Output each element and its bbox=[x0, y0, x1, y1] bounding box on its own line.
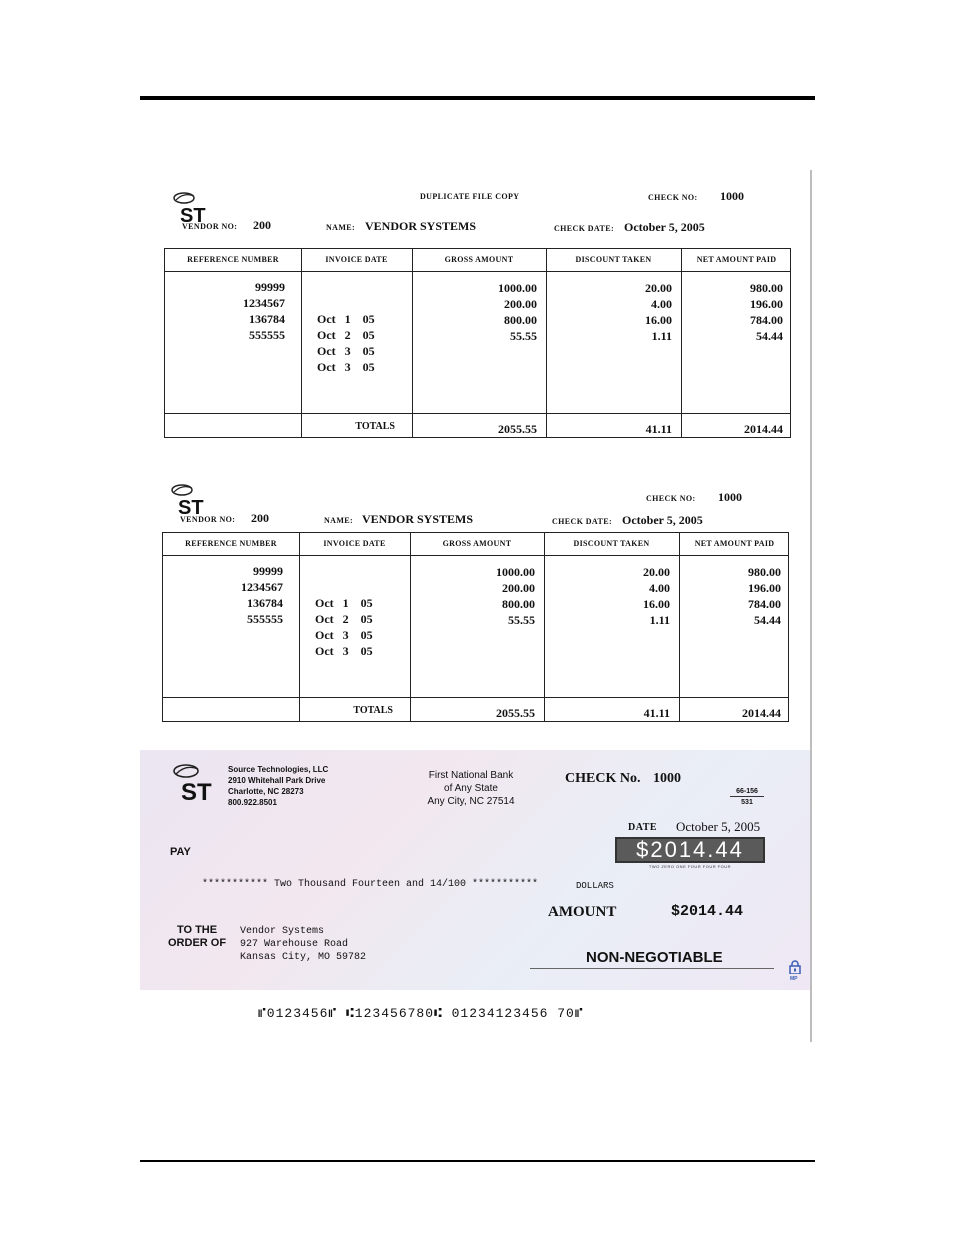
check-no-label: CHECK NO: bbox=[648, 193, 698, 202]
name-label: NAME: bbox=[326, 223, 356, 232]
padlock-icon bbox=[788, 960, 802, 974]
cell-net: 980.00 196.00 784.00 54.44 bbox=[748, 565, 781, 627]
header-discount-taken: DISCOUNT TAKEN bbox=[575, 255, 652, 264]
total-net: 2014.44 bbox=[742, 706, 781, 720]
vendor-no-value: 200 bbox=[251, 511, 269, 525]
header-invoice-date: INVOICE DATE bbox=[325, 255, 388, 264]
header-net-amount-paid: NET AMOUNT PAID bbox=[696, 255, 777, 264]
check-body bbox=[140, 750, 810, 990]
scan-edge bbox=[810, 170, 812, 1042]
to-the-order-of-label: TO THE ORDER OF bbox=[168, 924, 227, 949]
totals-label: TOTALS bbox=[353, 705, 393, 716]
check-date-value: October 5, 2005 bbox=[622, 513, 703, 527]
cell-discount: 20.00 4.00 16.00 1.11 bbox=[645, 281, 672, 343]
written-amount: *********** Two Thousand Fourteen and 14/100 *********** bbox=[202, 879, 539, 890]
invoice-table bbox=[162, 532, 789, 722]
scanned-check-document bbox=[140, 170, 812, 1040]
copy-label: DUPLICATE FILE COPY bbox=[420, 192, 520, 201]
check-date-label: CHECK DATE: bbox=[554, 224, 615, 233]
st-logo-icon bbox=[170, 760, 226, 806]
protected-amount-words: TWO ZERO ONE FOUR FOUR FOUR bbox=[648, 864, 732, 869]
total-discount: 41.11 bbox=[643, 706, 670, 720]
vendor-no-value: 200 bbox=[253, 218, 271, 232]
name-value: VENDOR SYSTEMS bbox=[365, 219, 477, 233]
total-net: 2014.44 bbox=[744, 422, 783, 436]
check-no-label: CHECK NO: bbox=[646, 494, 696, 503]
cell-ref: 99999 1234567 136784 555555 bbox=[243, 280, 285, 342]
pay-label: PAY bbox=[170, 846, 191, 858]
cell-gross: 1000.00 200.00 800.00 55.55 bbox=[496, 565, 535, 627]
cell-ref: 99999 1234567 136784 555555 bbox=[241, 564, 283, 626]
routing-fraction: 66-156 531 bbox=[730, 788, 764, 806]
header-invoice-date: INVOICE DATE bbox=[323, 539, 386, 548]
total-gross: 2055.55 bbox=[498, 422, 537, 436]
svg-text:ST: ST bbox=[181, 779, 212, 806]
check-date-label: CHECK DATE: bbox=[552, 517, 613, 526]
bank-block: First National Bank of Any State Any City, NC 27514 bbox=[427, 770, 515, 807]
header-gross-amount: GROSS AMOUNT bbox=[442, 539, 512, 548]
dollars-label: DOLLARS bbox=[576, 881, 614, 891]
company-block: Source Technologies, LLC 2910 Whitehall Park Drive Charlotte, NC 28273 800.922.8501 bbox=[228, 765, 329, 807]
st-logo-icon bbox=[168, 480, 216, 520]
micr-line: ⑈0123456⑈ ⑆123456780⑆ 01234123456 70⑈ bbox=[258, 1006, 584, 1021]
check-date-value: October 5, 2005 bbox=[624, 220, 705, 234]
signature-line bbox=[530, 968, 774, 969]
check-no-label: CHECK No. bbox=[565, 771, 641, 786]
vendor-no-label: VENDOR NO: bbox=[182, 222, 238, 231]
header-reference-number: REFERENCE NUMBER bbox=[185, 539, 277, 548]
header-discount-taken: DISCOUNT TAKEN bbox=[573, 539, 650, 548]
name-value: VENDOR SYSTEMS bbox=[362, 512, 474, 526]
date-label: DATE bbox=[628, 822, 658, 833]
total-gross: 2055.55 bbox=[496, 706, 535, 720]
date-value: October 5, 2005 bbox=[676, 819, 761, 834]
amount-label: AMOUNT bbox=[548, 904, 617, 920]
totals-label: TOTALS bbox=[355, 421, 395, 432]
amount-value: $2014.44 bbox=[671, 903, 744, 920]
header-rule bbox=[140, 96, 815, 100]
header-reference-number: REFERENCE NUMBER bbox=[187, 255, 279, 264]
non-negotiable-label: NON-NEGOTIABLE bbox=[586, 949, 723, 966]
svg-text:ST: ST bbox=[180, 205, 206, 227]
cell-date: Oct 1 05 Oct 2 05 Oct 3 05 Oct 3 05 bbox=[315, 596, 373, 658]
cell-date: Oct 1 05 Oct 2 05 Oct 3 05 Oct 3 05 bbox=[317, 312, 375, 374]
check-no-value: 1000 bbox=[718, 490, 742, 504]
check-no-value: 1000 bbox=[653, 771, 681, 786]
stub-vendor-copy bbox=[140, 470, 812, 745]
cell-discount: 20.00 4.00 16.00 1.11 bbox=[643, 565, 670, 627]
name-label: NAME: bbox=[324, 516, 354, 525]
header-gross-amount: GROSS AMOUNT bbox=[444, 255, 514, 264]
total-discount: 41.11 bbox=[645, 422, 672, 436]
footer-rule bbox=[140, 1160, 815, 1162]
svg-text:ST: ST bbox=[178, 497, 204, 519]
payee-address: Vendor Systems 927 Warehouse Road Kansas City, MO 59782 bbox=[240, 926, 367, 963]
header-net-amount-paid: NET AMOUNT PAID bbox=[694, 539, 775, 548]
check-no-value: 1000 bbox=[720, 189, 744, 203]
lock-caption: MP bbox=[790, 976, 798, 982]
invoice-table bbox=[164, 248, 791, 438]
vendor-no-label: VENDOR NO: bbox=[180, 515, 236, 524]
cell-gross: 1000.00 200.00 800.00 55.55 bbox=[498, 281, 537, 343]
cell-net: 980.00 196.00 784.00 54.44 bbox=[750, 281, 783, 343]
stub-duplicate-file-copy bbox=[140, 178, 812, 453]
protected-amount-box: $2014.44 bbox=[615, 837, 765, 863]
